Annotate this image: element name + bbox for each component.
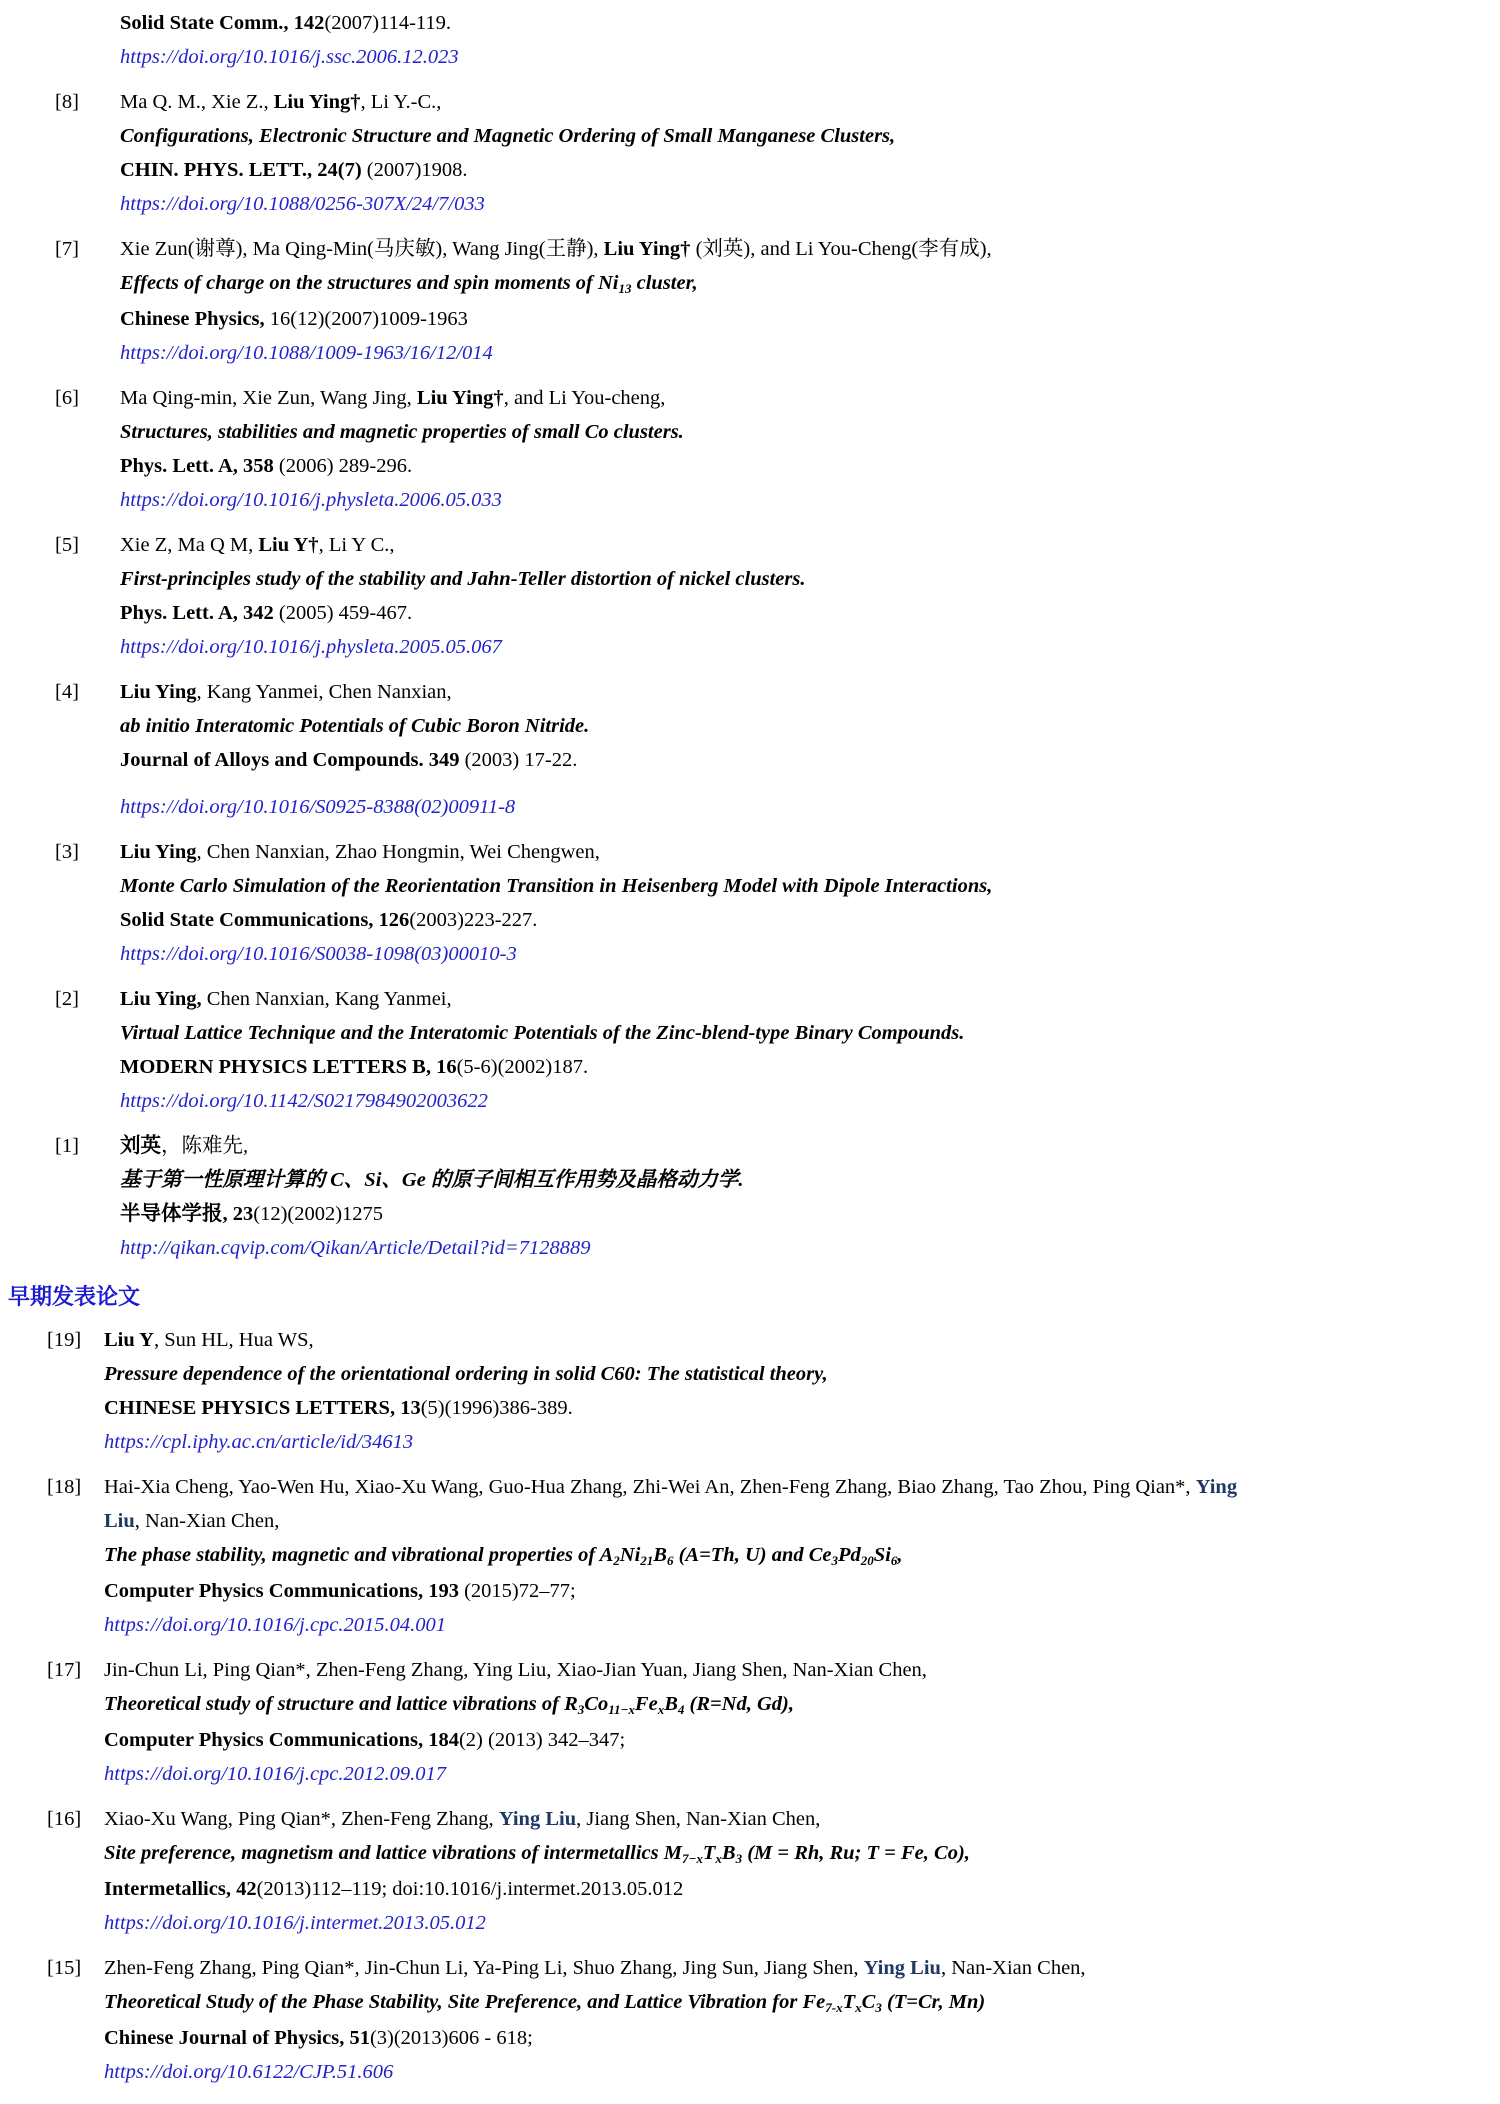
reference-text: Pressure dependence of the orientational ordering in solid C60: The statistical theory, — [104, 1363, 828, 1385]
highlighted-author: Liu — [104, 1510, 135, 1532]
reference-line — [120, 266, 1500, 302]
reference-text: (2013)112–119; doi:10.1016/j.intermet.2013.05.012 — [256, 1878, 684, 1900]
url-link[interactable]: https://doi.org/10.1088/1009-1963/16/12/014 — [120, 342, 493, 364]
reference-text: 21 — [640, 1553, 654, 1568]
url-link[interactable]: https://doi.org/10.1016/S0925-8388(02)00911-8 — [120, 796, 516, 818]
publications-early-section — [0, 1323, 1500, 2089]
reference-text: 20 — [860, 1553, 874, 1568]
reference-number: [19] — [47, 1329, 82, 1351]
url-link[interactable]: https://doi.org/10.1016/j.intermet.2013.05.012 — [104, 1912, 486, 1934]
reference-text: (A=Th, U) and Ce — [673, 1544, 832, 1566]
reference-entry-18 — [0, 1470, 1500, 1642]
reference-text: (2007)1908. — [361, 159, 468, 181]
url-link[interactable]: https://cpl.iphy.ac.cn/article/id/34613 — [104, 1431, 414, 1453]
reference-entry-1 — [0, 1129, 1500, 1265]
reference-entry-3 — [0, 835, 1500, 971]
reference-text: Liu Ying — [120, 841, 197, 863]
url-link[interactable]: https://doi.org/10.1016/j.cpc.2015.04.001 — [104, 1614, 447, 1636]
reference-number: [7] — [55, 238, 79, 260]
reference-text: Solid State Comm., 142 — [120, 12, 325, 34]
reference-text: Hai-Xia Cheng, Yao-Wen Hu, Xiao-Xu Wang, Guo-Hua Zhang, Zhi-Wei An, Zhen-Feng Zhang, Biao Zhang, Tao Zhou, Ping Qian*, — [104, 1476, 1196, 1498]
reference-text: CHIN. PHYS. LETT., 24(7) — [120, 159, 362, 181]
reference-text: 3 — [735, 1851, 743, 1866]
reference-text: Liu Ying† — [603, 238, 691, 260]
reference-text: B — [664, 1693, 678, 1715]
reference-line — [104, 1470, 1500, 1504]
reference-text: B — [721, 1842, 736, 1864]
reference-line — [104, 1687, 1500, 1723]
reference-number: [4] — [55, 681, 79, 703]
reference-text: 7-x — [825, 2000, 843, 2015]
reference-line — [120, 903, 1500, 937]
reference-number: [17] — [47, 1659, 82, 1681]
reference-text: CHINESE PHYSICS LETTERS, 13 — [104, 1397, 421, 1419]
reference-text: First-principles study of the stability and Jahn-Teller distortion of nickel clusters. — [120, 568, 806, 590]
reference-text: T — [702, 1842, 716, 1864]
reference-text: (2005) 459-467. — [273, 602, 413, 624]
reference-line — [120, 869, 1500, 903]
reference-text: , Nan-Xian Chen, — [940, 1957, 1086, 1979]
reference-line — [120, 982, 1500, 1016]
reference-text: B — [653, 1544, 667, 1566]
reference-line — [120, 1129, 1500, 1163]
reference-text: 3 — [577, 1702, 585, 1717]
reference-number: [15] — [47, 1957, 82, 1979]
reference-text: Fe — [634, 1693, 658, 1715]
reference-line — [120, 336, 1500, 370]
reference-text: (2) (2013) 342–347; — [458, 1729, 626, 1751]
reference-line — [120, 528, 1500, 562]
reference-text: 16(12)(2007)1009-1963 — [264, 308, 468, 330]
url-link[interactable]: https://doi.org/10.1016/j.physleta.2005.05.067 — [120, 636, 502, 658]
reference-text: (2006) 289-296. — [273, 455, 413, 477]
reference-line — [104, 1538, 1500, 1574]
reference-line — [104, 1357, 1500, 1391]
reference-text: 3 — [875, 2000, 882, 2015]
url-link[interactable]: https://doi.org/10.6122/CJP.51.606 — [104, 2061, 394, 2083]
reference-line — [104, 1985, 1500, 2021]
highlighted-author: Ying — [1195, 1476, 1238, 1498]
reference-text: , Li Y C., — [318, 534, 395, 556]
reference-line — [104, 1323, 1500, 1357]
reference-text: Liu Ying — [120, 681, 197, 703]
reference-line — [104, 1391, 1500, 1425]
reference-line — [120, 937, 1500, 971]
reference-text: , Sun HL, Hua WS, — [153, 1329, 314, 1351]
reference-line — [120, 119, 1500, 153]
reference-text: Zhen-Feng Zhang, Ping Qian*, Jin-Chun Li, Ya-Ping Li, Shuo Zhang, Jing Sun, Jiang Shen, — [104, 1957, 864, 1979]
reference-number: [18] — [47, 1476, 82, 1498]
reference-line — [120, 1197, 1500, 1231]
reference-text: 13 — [618, 281, 632, 296]
reference-entry-continuation — [0, 6, 1500, 74]
reference-text: Ma Qing-min, Xie Zun, Wang Jing, — [120, 387, 417, 409]
reference-text: , Jiang Shen, Nan-Xian Chen, — [576, 1808, 821, 1830]
reference-line — [120, 381, 1500, 415]
reference-text: cluster, — [631, 272, 698, 294]
reference-line — [120, 302, 1500, 336]
reference-text: x — [855, 2000, 862, 2015]
reference-text: (M = Rh, Ru; T = Fe, Co), — [742, 1842, 970, 1864]
reference-text: T — [842, 1991, 856, 2013]
reference-number: [8] — [55, 91, 79, 113]
reference-text: 刘英 — [120, 1135, 161, 1157]
reference-text: C — [861, 1991, 876, 2013]
reference-line — [120, 790, 1500, 824]
reference-text: (5)(1996)386-389. — [420, 1397, 573, 1419]
reference-line — [120, 596, 1500, 630]
reference-text: Computer Physics Communications, 184 — [104, 1729, 459, 1751]
reference-number: [3] — [55, 841, 79, 863]
reference-number: [5] — [55, 534, 79, 556]
early-papers-heading: 早期发表论文 — [8, 1284, 141, 1309]
reference-line — [120, 449, 1500, 483]
reference-line — [104, 1906, 1500, 1940]
reference-text: Liu Y† — [258, 534, 319, 556]
reference-text: MODERN PHYSICS LETTERS B, 16 — [120, 1056, 457, 1078]
reference-line — [120, 1231, 1500, 1265]
reference-entry-4 — [0, 675, 1500, 824]
reference-line — [104, 1872, 1500, 1906]
reference-entry-15 — [0, 1951, 1500, 2089]
reference-line — [104, 1504, 1500, 1538]
reference-text: ab initio Interatomic Potentials of Cubic Boron Nitride. — [120, 715, 590, 737]
url-link[interactable]: https://doi.org/10.1016/j.cpc.2012.09.017 — [104, 1763, 447, 1785]
reference-line — [104, 1757, 1500, 1791]
reference-text: Ni — [619, 1544, 641, 1566]
reference-text: 4 — [677, 1702, 685, 1717]
reference-text: Theoretical study of structure and lattice vibrations of R — [104, 1693, 578, 1715]
reference-number: [1] — [55, 1135, 79, 1157]
reference-text: (R=Nd, Gd), — [684, 1693, 794, 1715]
reference-text: 7−x — [681, 1851, 703, 1866]
reference-line — [120, 6, 1500, 40]
reference-text: Virtual Lattice Technique and the Interatomic Potentials of the Zinc-blend-type Binary Compounds. — [120, 1022, 965, 1044]
reference-text: , Li Y.-C., — [360, 91, 442, 113]
reference-entry-19 — [0, 1323, 1500, 1459]
reference-number: [16] — [47, 1808, 82, 1830]
reference-text: Co — [584, 1693, 609, 1715]
url-link[interactable]: https://doi.org/10.1016/j.physleta.2006.05.033 — [120, 489, 502, 511]
reference-text: Chinese Physics, — [120, 308, 265, 330]
reference-text: Pd — [838, 1544, 861, 1566]
reference-line — [120, 153, 1500, 187]
reference-text: 11−x — [608, 1702, 635, 1717]
reference-text: Journal of Alloys and Compounds. 349 — [120, 749, 460, 771]
reference-line — [104, 1802, 1500, 1836]
reference-text: Liu Ying† — [416, 387, 504, 409]
reference-line — [120, 1050, 1500, 1084]
reference-text: (2007)114-119. — [324, 12, 452, 34]
reference-line — [120, 562, 1500, 596]
reference-text: Liu Ying, — [120, 988, 202, 1010]
reference-text: (刘英), and Li You-Cheng(李有成), — [690, 238, 992, 260]
reference-line — [104, 1836, 1500, 1872]
reference-text: Xie Zun(谢尊), Ma Qing-Min(马庆敏), Wang Jing(王静), — [120, 238, 604, 260]
reference-entry-7 — [0, 232, 1500, 370]
highlighted-author: Ying Liu — [863, 1957, 941, 1979]
reference-line — [120, 835, 1500, 869]
reference-line — [120, 483, 1500, 517]
reference-text: Solid State Communications, 126 — [120, 909, 410, 931]
reference-entry-17 — [0, 1653, 1500, 1791]
reference-text: Computer Physics Communications, 193 — [104, 1580, 459, 1602]
reference-text: Jin-Chun Li, Ping Qian*, Zhen-Feng Zhang, Ying Liu, Xiao-Jian Yuan, Jiang Shen, Nan-Xian Chen, — [104, 1659, 927, 1681]
reference-line — [104, 1653, 1500, 1687]
reference-text: 3 — [831, 1553, 839, 1568]
reference-line — [120, 40, 1500, 74]
reference-line — [120, 630, 1500, 664]
reference-text: (3)(2013)606 - 618; — [369, 2027, 533, 2049]
reference-line — [104, 2055, 1500, 2089]
reference-line — [120, 415, 1500, 449]
reference-entry-2 — [0, 982, 1500, 1118]
reference-text: Chinese Journal of Physics, 51 — [104, 2027, 370, 2049]
reference-number: [6] — [55, 387, 79, 409]
url-link[interactable]: http://qikan.cqvip.com/Qikan/Article/Detail?id=7128889 — [120, 1237, 591, 1259]
reference-text: Phys. Lett. A, 358 — [120, 455, 274, 477]
reference-entry-5 — [0, 528, 1500, 664]
reference-line — [120, 232, 1500, 266]
reference-text: Chen Nanxian, Kang Yanmei, — [201, 988, 452, 1010]
reference-text: ，陈难先, — [161, 1135, 249, 1157]
reference-text: 基于第一性原理计算的 C、Si、Ge 的原子间相互作用势及晶格动力学. — [120, 1169, 744, 1191]
reference-text: Ma Q. M., Xie Z., — [120, 91, 274, 113]
reference-text: x — [715, 1851, 722, 1866]
reference-line — [104, 2021, 1500, 2055]
reference-text: (12)(2002)1275 — [253, 1203, 384, 1225]
reference-text: Configurations, Electronic Structure and Magnetic Ordering of Small Manganese Clusters, — [120, 125, 896, 147]
url-link[interactable]: https://doi.org/10.1142/S0217984902003622 — [120, 1090, 488, 1112]
reference-text: , Chen Nanxian, Zhao Hongmin, Wei Chengwen, — [196, 841, 600, 863]
reference-text: , and Li You-cheng, — [503, 387, 666, 409]
publications-recent-section — [0, 6, 1500, 1265]
reference-text: , — [897, 1544, 903, 1566]
reference-line — [120, 743, 1500, 777]
reference-text: Liu Ying† — [273, 91, 361, 113]
reference-entry-16 — [0, 1802, 1500, 1940]
reference-line — [104, 1951, 1500, 1985]
reference-text: , Nan-Xian Chen, — [134, 1510, 280, 1532]
reference-text: (2003)223-227. — [409, 909, 538, 931]
reference-entry-8 — [0, 85, 1500, 221]
url-link[interactable]: https://doi.org/10.1088/0256-307X/24/7/033 — [120, 193, 485, 215]
reference-text: Liu Y — [104, 1329, 154, 1351]
reference-line — [104, 1608, 1500, 1642]
reference-text: 半导体学报, 23 — [120, 1203, 254, 1225]
url-link[interactable]: https://doi.org/10.1016/S0038-1098(03)00010-3 — [120, 943, 517, 965]
reference-number: [2] — [55, 988, 79, 1010]
reference-line — [120, 85, 1500, 119]
reference-line — [104, 1723, 1500, 1757]
reference-line — [120, 1084, 1500, 1118]
reference-text: Phys. Lett. A, 342 — [120, 602, 274, 624]
reference-text: (2003) 17-22. — [459, 749, 578, 771]
reference-text: Theoretical Study of the Phase Stability, Site Preference, and Lattice Vibration for Fe — [104, 1991, 826, 2013]
reference-line — [120, 1163, 1500, 1197]
reference-text: x — [657, 1702, 665, 1717]
reference-entry-6 — [0, 381, 1500, 517]
reference-text: Xiao-Xu Wang, Ping Qian*, Zhen-Feng Zhang, — [104, 1808, 499, 1830]
reference-text: 6 — [666, 1553, 674, 1568]
reference-text: (T=Cr, Mn) — [881, 1991, 986, 2013]
reference-text: 6 — [890, 1553, 898, 1568]
reference-text: Effects of charge on the structures and spin moments of Ni — [120, 272, 619, 294]
reference-text: (2015)72–77; — [458, 1580, 576, 1602]
reference-line — [120, 675, 1500, 709]
reference-line — [120, 187, 1500, 221]
reference-text: Si — [873, 1544, 891, 1566]
reference-text: Xie Z, Ma Q M, — [120, 534, 259, 556]
reference-line — [104, 1425, 1500, 1459]
reference-text: Site preference, magnetism and lattice vibrations of intermetallics M — [104, 1842, 682, 1864]
reference-text: Intermetallics, 42 — [104, 1878, 257, 1900]
url-link[interactable]: https://doi.org/10.1016/j.ssc.2006.12.023 — [120, 46, 459, 68]
reference-text: (5-6)(2002)187. — [456, 1056, 589, 1078]
reference-line — [104, 1574, 1500, 1608]
reference-text: Monte Carlo Simulation of the Reorientation Transition in Heisenberg Model with Dipole Interactions, — [120, 875, 993, 897]
reference-text: The phase stability, magnetic and vibrational properties of A — [104, 1544, 614, 1566]
reference-line — [120, 709, 1500, 743]
highlighted-author: Ying Liu — [498, 1808, 577, 1830]
reference-text: Structures, stabilities and magnetic properties of small Co clusters. — [120, 421, 684, 443]
reference-text: , Kang Yanmei, Chen Nanxian, — [196, 681, 452, 703]
reference-line — [120, 1016, 1500, 1050]
reference-text: 2 — [613, 1553, 620, 1568]
